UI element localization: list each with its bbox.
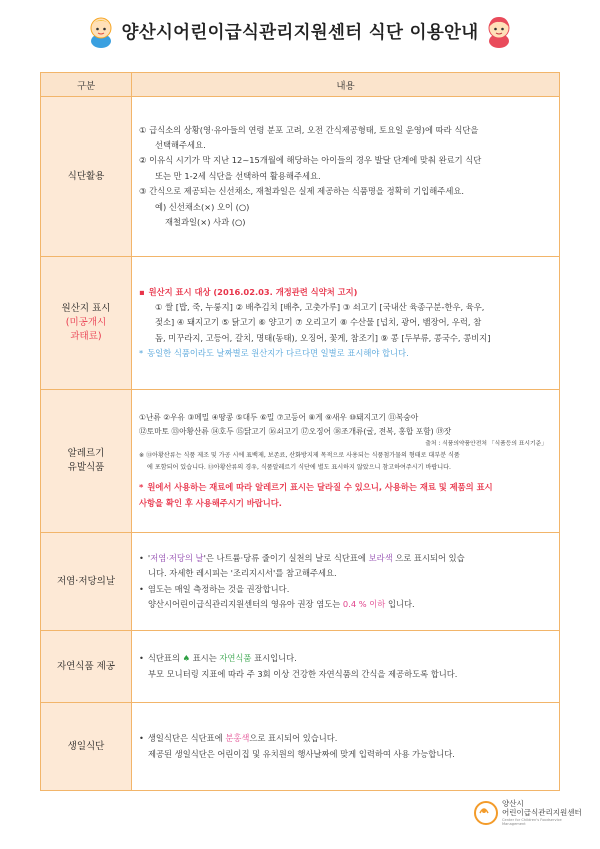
row-origin <box>41 257 560 390</box>
content-allergy <box>132 390 560 533</box>
origin-note: * 동일한 식품이라도 날짜별로 원산지가 다르다면 일별로 표시해야 합니다. <box>139 348 409 359</box>
row-birthday <box>41 703 560 791</box>
logo-text <box>502 800 584 826</box>
allergy-source: 출처 : 식품의약품안전처 「식품등의 표시기준」 <box>425 441 547 448</box>
title-bar <box>0 8 600 54</box>
allergy-warning-2: 사항을 확인 후 사용해주시기 바랍니다. <box>139 497 282 508</box>
low-salt-line-2: 니다. 자세한 레시피는 '조리지시서'를 참고해주세요. <box>148 568 337 579</box>
text-line: 젖소] ④ 돼지고기 ⑤ 닭고기 ⑥ 양고기 ⑦ 오리고기 ⑧ 수산물 [넙치, 광어, 뱀장어, 우럭, 참 <box>155 317 482 328</box>
allergy-small-note: ※ ⑬아황산류는 식품 제조 및 가공 시에 표백제, 보존료, 산화방지제 목적으로 사용되는 식품첨가물의 형태로 대부분 식품 <box>139 452 460 460</box>
spade-icon: ♠ <box>182 653 191 664</box>
row-natural-food <box>41 631 560 703</box>
content-natural-food <box>132 631 560 703</box>
text-line: ① 쌀 [밥, 죽, 누룽지] ② 배추김치 [배추, 고춧가루] ③ 쇠고기 [국내산 육종구분-한우, 육우, <box>155 301 485 312</box>
natural-line-1: • 식단표의 ♠ 표시는 자연식품 표시입니다. <box>139 653 297 664</box>
logo-line-3: Center for Children's Foodservice Management <box>502 817 562 826</box>
text-line: 재철과일(×) 사과 (○) <box>165 216 246 227</box>
header-category: 구분 <box>41 73 132 97</box>
origin-heading: ▪ 원산지 표시 대상 (2016.02.03. 개정관련 식약처 고지) <box>139 286 358 297</box>
guide-table <box>40 72 560 791</box>
low-salt-line-1: • '저염·저당의 날'은 나트륨·당류 줄이기 실천의 날로 식단표에 보라색 으로 표시되어 있습 <box>139 552 465 563</box>
table-header-row <box>41 73 560 97</box>
text-line: 또는 만 1-2세 식단을 선택하여 활용해주세요. <box>155 170 321 181</box>
row-allergy <box>41 390 560 533</box>
mascot-boy-icon <box>86 14 116 48</box>
category-origin-note: (미공개시 <box>65 317 107 329</box>
mascot-girl-icon <box>484 14 514 48</box>
allergy-small-note-2: 에 포함되어 있습니다. ⑬아황산류의 경우, 식품알레르기 식단에 별도 표시하지 않았으니 참고하여주시기 바랍니다. <box>147 464 451 472</box>
category-natural-food: 자연식품 제공 <box>41 631 132 703</box>
row-low-salt <box>41 533 560 631</box>
category-low-salt: 저염·저당의날 <box>41 533 132 631</box>
category-origin-note-2: 과태료) <box>70 330 102 342</box>
content-low-salt <box>132 533 560 631</box>
category-birthday: 생일식단 <box>41 703 132 791</box>
category-meal-use: 식단활용 <box>41 97 132 257</box>
row-meal-use <box>41 97 560 257</box>
category-allergy-label: 알레르기 <box>67 448 105 460</box>
low-salt-line-3: • 염도는 매일 측정하는 것을 권장합니다. <box>139 583 290 594</box>
text-line: ② 이유식 시기가 막 지난 12~15개월에 해당하는 아이들의 경우 발달 단계에 맞춰 완료기 식단 <box>139 155 482 166</box>
allergy-list: ①난류 ②우유 ③메밀 ④땅콩 ⑤대두 ⑥밀 ⑦고등어 ⑧게 ⑨새우 ⑩돼지고기 ⑪복숭아 <box>139 412 419 422</box>
birthday-line-1: • 생일식단은 식단표에 분홍색으로 표시되어 있습니다. <box>139 733 338 744</box>
category-allergy <box>41 390 132 533</box>
natural-line-2: 부모 모니터링 지표에 따라 주 3회 이상 건강한 자연식품의 간식을 제공하도록 합니다. <box>148 668 458 679</box>
page-title: 양산시어린이급식관리지원센터 식단 이용안내 <box>121 22 479 43</box>
low-salt-line-4: 양산시어린이급식관리지원센터의 영유아 권장 염도는 0.4 % 이하 입니다. <box>148 598 415 609</box>
logo-line-2: 어린이급식관리지원센터 <box>502 807 582 817</box>
text-line: 예) 신선채소(×) 오이 (○) <box>155 201 250 212</box>
category-allergy-label-2: 유발식품 <box>67 462 105 473</box>
birthday-line-2: 제공된 생일식단은 어린이집 및 유치원의 행사날짜에 맞게 입력하여 사용 가능합니다. <box>148 748 455 759</box>
center-logo-icon <box>474 801 498 825</box>
text-line: ③ 간식으로 제공되는 신선채소, 재철과일은 실제 제공하는 식품명을 정확히 기입해주세요. <box>139 186 464 197</box>
content-origin <box>132 257 560 390</box>
content-meal-use <box>132 97 560 257</box>
category-origin-label: 원산지 표시 <box>61 303 111 315</box>
text-line: ① 급식소의 상황(영·유아들의 연령 분포 고려, 오전 간식제공형태, 토요일 운영)에 따라 식단을 <box>139 124 479 135</box>
text-line: 선택해주세요. <box>155 140 206 151</box>
logo-line-1: 양산시 <box>502 799 524 809</box>
allergy-warning: * 원에서 사용하는 재료에 따라 알레르기 표시는 달라질 수 있으니, 사용하는 재료 및 제품의 표시 <box>139 482 493 493</box>
category-origin <box>41 257 132 390</box>
header-content: 내용 <box>132 73 560 97</box>
text-line: 돔, 미꾸라지, 고등어, 갈치, 명태(동태), 오징어, 꽃게, 참조기] ⑨ 콩 [두부류, 콩국수, 콩비지] <box>155 332 491 343</box>
content-birthday <box>132 703 560 791</box>
center-logo <box>474 796 584 830</box>
allergy-list-2: ⑫토마토 ⑬아황산류 ⑭호두 ⑮닭고기 ⑯쇠고기 ⑰오징어 ⑱조개류(굴, 전복, 홍합 포함) ⑲잣 <box>139 427 452 437</box>
